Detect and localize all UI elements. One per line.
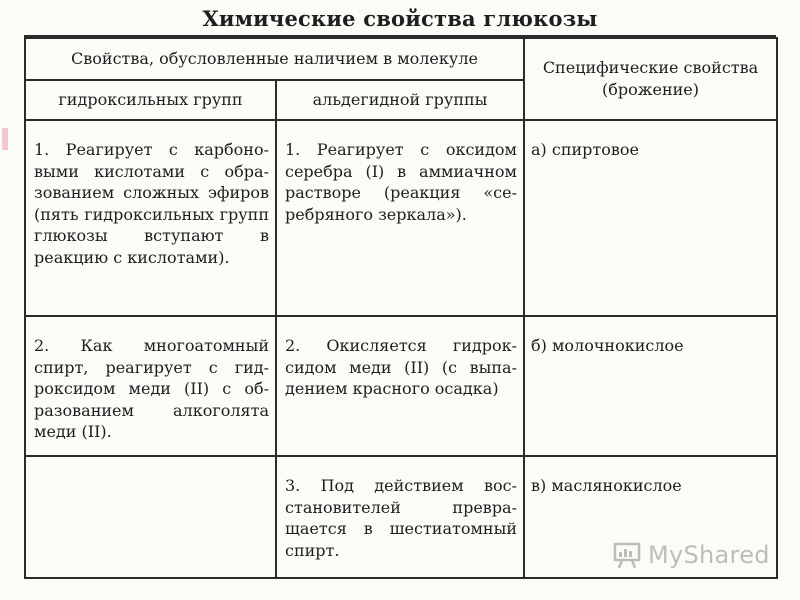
header-hydroxyl-cell: гидроксильных групп (25, 80, 276, 120)
table-cell: а) спиртовое (524, 120, 777, 316)
table-cell (25, 456, 276, 578)
header-aldehyde-cell: альдегидной группы (276, 80, 524, 120)
watermark-text: MyShared (648, 541, 770, 569)
table-cell: 3. Под действием восстановителей превращается в шестиатомный спирт. (276, 456, 524, 578)
table-row (25, 120, 777, 316)
table-cell: в) маслянокислое (524, 456, 777, 578)
table-cell: 1. Реагирует с оксидом серебра (I) в аммиачном растворе (реакция «серебряного зеркала»). (276, 120, 524, 316)
header-group-cell: Свойства, обусловленные наличием в молекуле (25, 38, 524, 80)
table-cell: 1. Реагирует с карбоновыми кислотами с образованием сложных эфиров (пять гидроксильных групп глюкозы вступают в реакцию с кислотами). (25, 120, 276, 316)
table-cell: 2. Как многоатомный спирт, реагирует с гидроксидом меди (II) с образованием алкоголята меди (II). (25, 316, 276, 456)
table-cell: б) молочнокислое (524, 316, 777, 456)
margin-mark (2, 128, 8, 150)
table-cell: 2. Окисляется гидроксидом меди (II) (с выпадением красного осадка) (276, 316, 524, 456)
table-row (25, 316, 777, 456)
header-specific-cell: Специфические свойства (брожение) (524, 38, 777, 120)
watermark (612, 540, 770, 570)
page-title: Химические свойства глюкозы (202, 6, 598, 31)
presentation-board-icon (612, 540, 642, 570)
properties-table (24, 37, 778, 579)
